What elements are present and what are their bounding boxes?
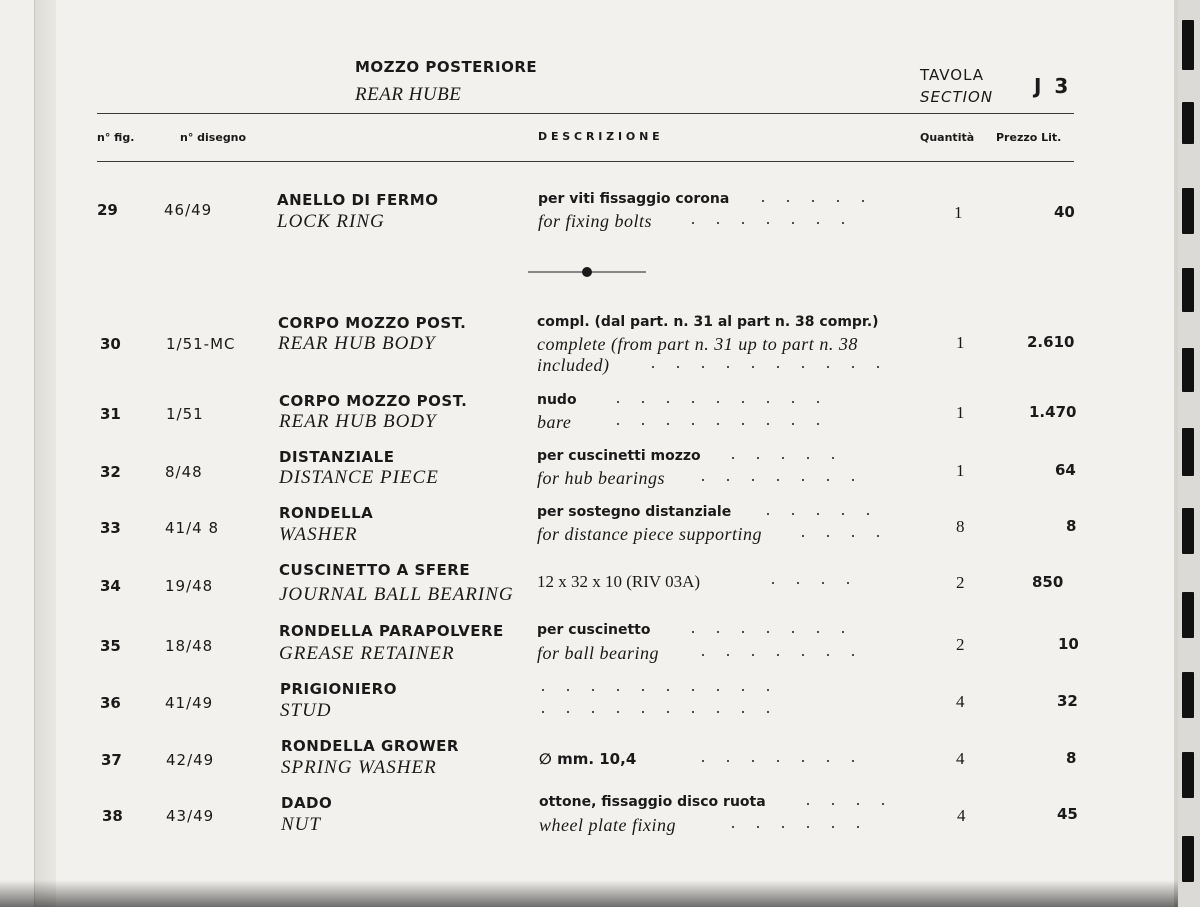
leader-dots: ······· bbox=[690, 622, 865, 642]
description-spec: 12 x 32 x 10 (RIV 03A) bbox=[537, 572, 701, 591]
fig-number: 34 bbox=[100, 577, 121, 595]
quantity: 4 bbox=[956, 692, 965, 711]
header-rule-top bbox=[97, 113, 1074, 114]
binder-tab bbox=[1182, 592, 1194, 638]
price: 10 bbox=[1058, 635, 1079, 653]
part-name-italian: DADO bbox=[281, 794, 333, 812]
fig-number: 32 bbox=[100, 463, 121, 481]
part-name-italian: CUSCINETTO A SFERE bbox=[279, 561, 471, 579]
binder-tab bbox=[1182, 508, 1194, 554]
part-name-italian: CORPO MOZZO POST. bbox=[278, 314, 467, 332]
quantity: 2 bbox=[956, 635, 965, 654]
description-italian: nudo bbox=[537, 392, 577, 408]
leader-dots: ········· bbox=[615, 392, 840, 412]
price: 850 bbox=[1032, 573, 1064, 591]
binder-tab bbox=[1182, 348, 1194, 392]
drawing-number: 1/51 bbox=[166, 405, 204, 423]
fig-number: 31 bbox=[100, 405, 121, 423]
binder-tab bbox=[1182, 268, 1194, 312]
page-bottom-shadow bbox=[0, 880, 1200, 907]
price: 8 bbox=[1066, 517, 1077, 535]
fig-number: 37 bbox=[101, 751, 122, 769]
drawing-number: 41/49 bbox=[165, 694, 214, 712]
part-name-english: STUD bbox=[280, 700, 332, 721]
column-descrizione: D E S C R I Z I O N E bbox=[538, 130, 660, 143]
binder-edge bbox=[1178, 0, 1200, 907]
fig-number: 30 bbox=[100, 335, 121, 353]
leader-dots: ·········· bbox=[540, 702, 790, 722]
fig-number: 36 bbox=[100, 694, 121, 712]
price: 8 bbox=[1066, 749, 1077, 767]
fig-number: 33 bbox=[100, 519, 121, 537]
description-italian: per sostegno distanziale bbox=[537, 504, 732, 520]
leader-dots: ······· bbox=[690, 213, 865, 233]
drawing-number: 41/4 8 bbox=[165, 519, 219, 537]
page-title-italian: MOZZO POSTERIORE bbox=[355, 58, 538, 76]
part-name-english: NUT bbox=[281, 814, 321, 835]
fig-number: 35 bbox=[100, 637, 121, 655]
leader-dots: ····· bbox=[760, 191, 885, 211]
leader-dots: ······ bbox=[730, 817, 880, 837]
binder-tab bbox=[1182, 752, 1194, 798]
description-english: wheel plate fixing bbox=[539, 815, 676, 835]
part-name-italian: RONDELLA GROWER bbox=[281, 737, 459, 755]
part-name-english: JOURNAL BALL BEARING bbox=[279, 584, 514, 605]
part-name-italian: RONDELLA PARAPOLVERE bbox=[279, 622, 504, 640]
column-disegno: n° disegno bbox=[180, 131, 247, 144]
binder-tab bbox=[1182, 20, 1194, 70]
part-name-italian: CORPO MOZZO POST. bbox=[279, 392, 468, 410]
quantity: 4 bbox=[957, 806, 966, 825]
quantity: 8 bbox=[956, 517, 965, 536]
description-english: for fixing bolts bbox=[538, 211, 653, 231]
leader-dots: ·········· bbox=[540, 680, 790, 700]
part-name-italian: RONDELLA bbox=[279, 504, 374, 522]
part-name-english: REAR HUB BODY bbox=[278, 333, 436, 354]
leader-dots: ······· bbox=[700, 751, 875, 771]
page-title-english: REAR HUBE bbox=[355, 84, 462, 105]
section-label: SECTION bbox=[920, 88, 994, 106]
column-fig: n° fig. bbox=[97, 131, 135, 144]
previous-page-edge bbox=[0, 0, 35, 907]
column-prezzo: Prezzo Lit. bbox=[996, 131, 1062, 144]
description-italian: ottone, fissaggio disco ruota bbox=[539, 794, 766, 810]
binder-tab bbox=[1182, 836, 1194, 882]
description-english: complete (from part n. 31 up to part n. 38 bbox=[537, 334, 858, 354]
binder-tab bbox=[1182, 428, 1194, 476]
description-italian: per viti fissaggio corona bbox=[538, 191, 730, 207]
leader-dots: ········· bbox=[615, 414, 840, 434]
price: 2.610 bbox=[1027, 333, 1075, 351]
binder-tab bbox=[1182, 672, 1194, 718]
description-italian: ∅ mm. 10,4 bbox=[539, 750, 637, 768]
part-name-english: GREASE RETAINER bbox=[279, 643, 455, 664]
leader-dots: ·········· bbox=[650, 357, 900, 377]
description-english: for hub bearings bbox=[537, 468, 666, 488]
quantity: 1 bbox=[956, 461, 965, 480]
price: 45 bbox=[1057, 805, 1078, 823]
description-english: bare bbox=[537, 412, 572, 432]
leader-dots: ···· bbox=[770, 573, 870, 593]
price: 32 bbox=[1057, 692, 1078, 710]
price: 40 bbox=[1054, 203, 1075, 221]
quantity: 2 bbox=[956, 573, 965, 592]
leader-dots: ···· bbox=[800, 526, 900, 546]
quantity: 1 bbox=[954, 203, 963, 222]
description-english: for ball bearing bbox=[537, 643, 660, 663]
binder-tab bbox=[1182, 102, 1194, 144]
description-english-cont: included) bbox=[537, 355, 610, 375]
fig-number: 29 bbox=[97, 201, 118, 219]
price: 1.470 bbox=[1029, 403, 1077, 421]
description-italian: compl. (dal part. n. 31 al part n. 38 compr.) bbox=[537, 314, 879, 330]
drawing-number: 1/51-MC bbox=[166, 335, 236, 353]
part-name-english: DISTANCE PIECE bbox=[279, 467, 439, 488]
description-english: for distance piece supporting bbox=[537, 524, 762, 544]
column-quantita: Quantità bbox=[920, 131, 975, 144]
tavola-label: TAVOLA bbox=[920, 66, 985, 84]
header-rule-bottom bbox=[97, 161, 1074, 162]
section-separator-ornament bbox=[528, 262, 646, 282]
description-italian: per cuscinetti mozzo bbox=[537, 448, 701, 464]
fig-number: 38 bbox=[102, 807, 123, 825]
part-name-english: LOCK RING bbox=[277, 211, 385, 232]
part-name-italian: PRIGIONIERO bbox=[280, 680, 397, 698]
price: 64 bbox=[1055, 461, 1076, 479]
description-italian: per cuscinetto bbox=[537, 622, 651, 638]
drawing-number: 19/48 bbox=[165, 577, 214, 595]
section-code: J 3 bbox=[1034, 74, 1072, 98]
part-name-italian: ANELLO DI FERMO bbox=[277, 191, 439, 209]
leader-dots: ····· bbox=[730, 448, 855, 468]
leader-dots: ······· bbox=[700, 470, 875, 490]
leader-dots: ···· bbox=[805, 794, 905, 814]
drawing-number: 42/49 bbox=[166, 751, 215, 769]
drawing-number: 18/48 bbox=[165, 637, 214, 655]
binder-tab bbox=[1182, 188, 1194, 234]
part-name-italian: DISTANZIALE bbox=[279, 448, 395, 466]
quantity: 1 bbox=[956, 333, 965, 352]
quantity: 4 bbox=[956, 749, 965, 768]
drawing-number: 8/48 bbox=[165, 463, 203, 481]
leader-dots: ······· bbox=[700, 645, 875, 665]
part-name-english: WASHER bbox=[279, 524, 358, 545]
drawing-number: 43/49 bbox=[166, 807, 215, 825]
drawing-number: 46/49 bbox=[164, 201, 213, 219]
part-name-english: SPRING WASHER bbox=[281, 757, 437, 778]
leader-dots: ····· bbox=[765, 504, 890, 524]
quantity: 1 bbox=[956, 403, 965, 422]
part-name-english: REAR HUB BODY bbox=[279, 411, 437, 432]
